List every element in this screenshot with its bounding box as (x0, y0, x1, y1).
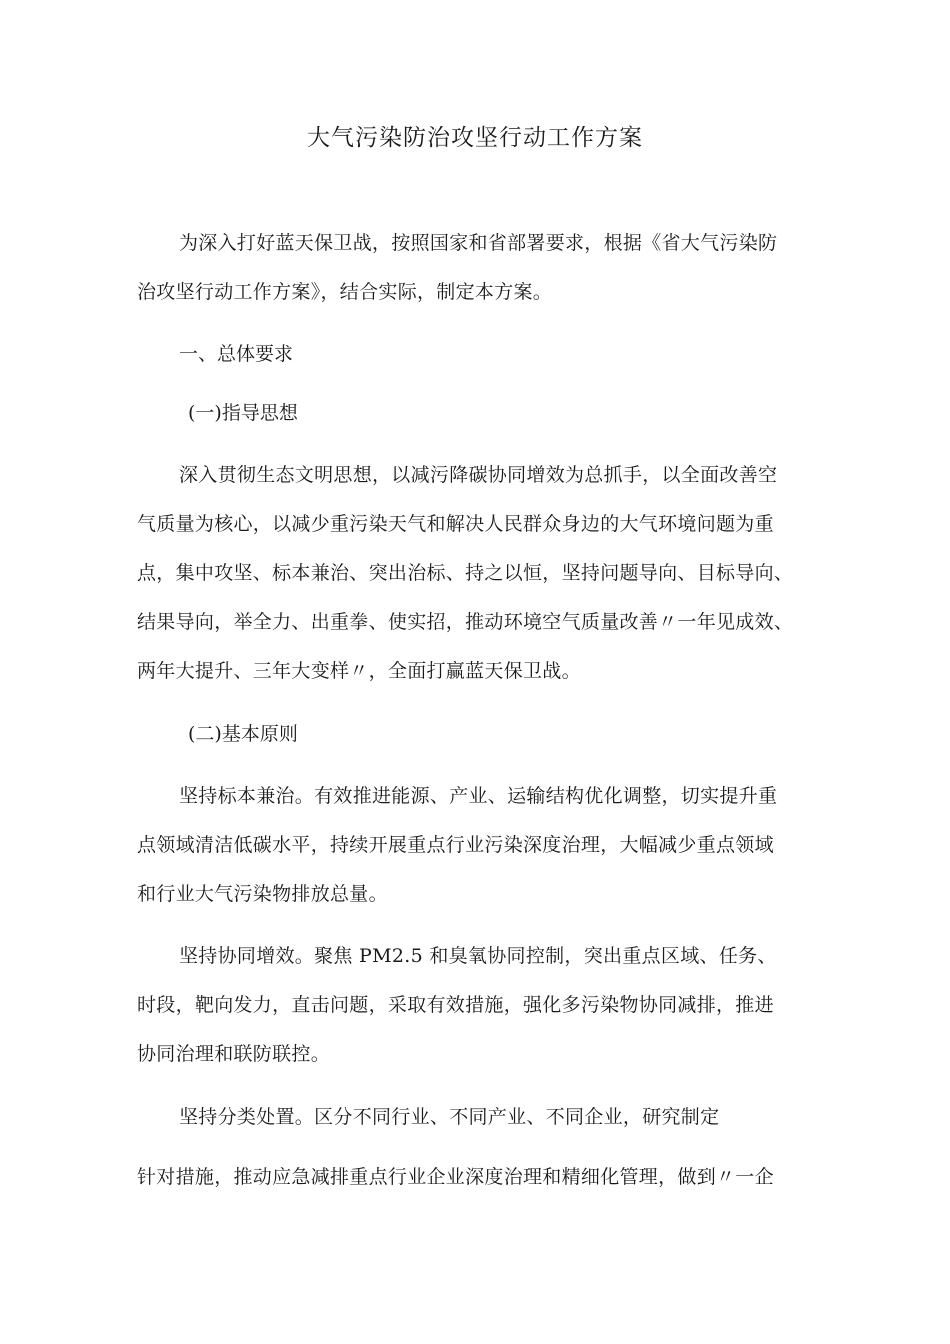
paragraph-line: 协同治理和联防联控。 (137, 1043, 331, 1065)
paragraph-line: 结果导向，举全力、出重拳、使实招，推动环境空气质量改善〃一年见成效、 (137, 611, 794, 633)
paragraph-line: 和行业大气污染物排放总量。 (137, 883, 388, 905)
paragraph-line: 坚持分类处置。区分不同行业、不同产业、不同企业，研究制定 (179, 1106, 720, 1128)
intro-paragraph (137, 219, 827, 317)
paragraph-line: 坚持标本兼治。有效推进能源、产业、运输结构优化调整，切实提升重 (179, 785, 778, 807)
document-title: 大气污染防治攻坚行动工作方案 (307, 125, 643, 151)
guiding-thought-paragraph (137, 451, 827, 696)
subsection-heading-guiding-thought: (一)指导思想 (188, 402, 298, 424)
section-heading-general-requirements: 一、总体要求 (179, 343, 294, 365)
principle-paragraph-1 (137, 772, 827, 919)
principle-paragraph-3 (137, 1093, 827, 1142)
paragraph-line: 针对措施，推动应急减排重点行业企业深度治理和精细化管理，做到〃一企 (137, 1166, 774, 1188)
paragraph-line: 两年大提升、三年大变样〃，全面打赢蓝天保卫战。 (137, 660, 581, 682)
paragraph-line: 深入贯彻生态文明思想，以减污降碳协同增效为总抓手，以全面改善空 (179, 464, 778, 486)
paragraph-line: 气质量为核心，以减少重污染天气和解决人民群众身边的大气环境问题为重 (137, 513, 774, 535)
paragraph-line: 治攻坚行动工作方案》，结合实际，制定本方案。 (137, 281, 553, 303)
paragraph-line: 时段，靶向发力，直击问题，采取有效措施，强化多污染物协同减排，推进 (137, 994, 774, 1016)
paragraph-line: 点领域清洁低碳水平，持续开展重点行业污染深度治理，大幅减少重点领域 (137, 834, 774, 856)
paragraph-line: 坚持协同增效。聚焦 PM2.5 和臭氧协同控制，突出重点区域、任务、 (179, 945, 777, 967)
principle-paragraph-2 (137, 932, 827, 1079)
subsection-heading-basic-principles: (二)基本原则 (188, 723, 298, 745)
paragraph-line: 为深入打好蓝天保卫战，按照国家和省部署要求，根据《省大气污染防 (179, 232, 778, 254)
paragraph-line: 点，集中攻坚、标本兼治、突出治标、持之以恒，坚持问题导向、目标导向、 (137, 562, 794, 584)
principle-paragraph-3-continued (137, 1153, 827, 1202)
